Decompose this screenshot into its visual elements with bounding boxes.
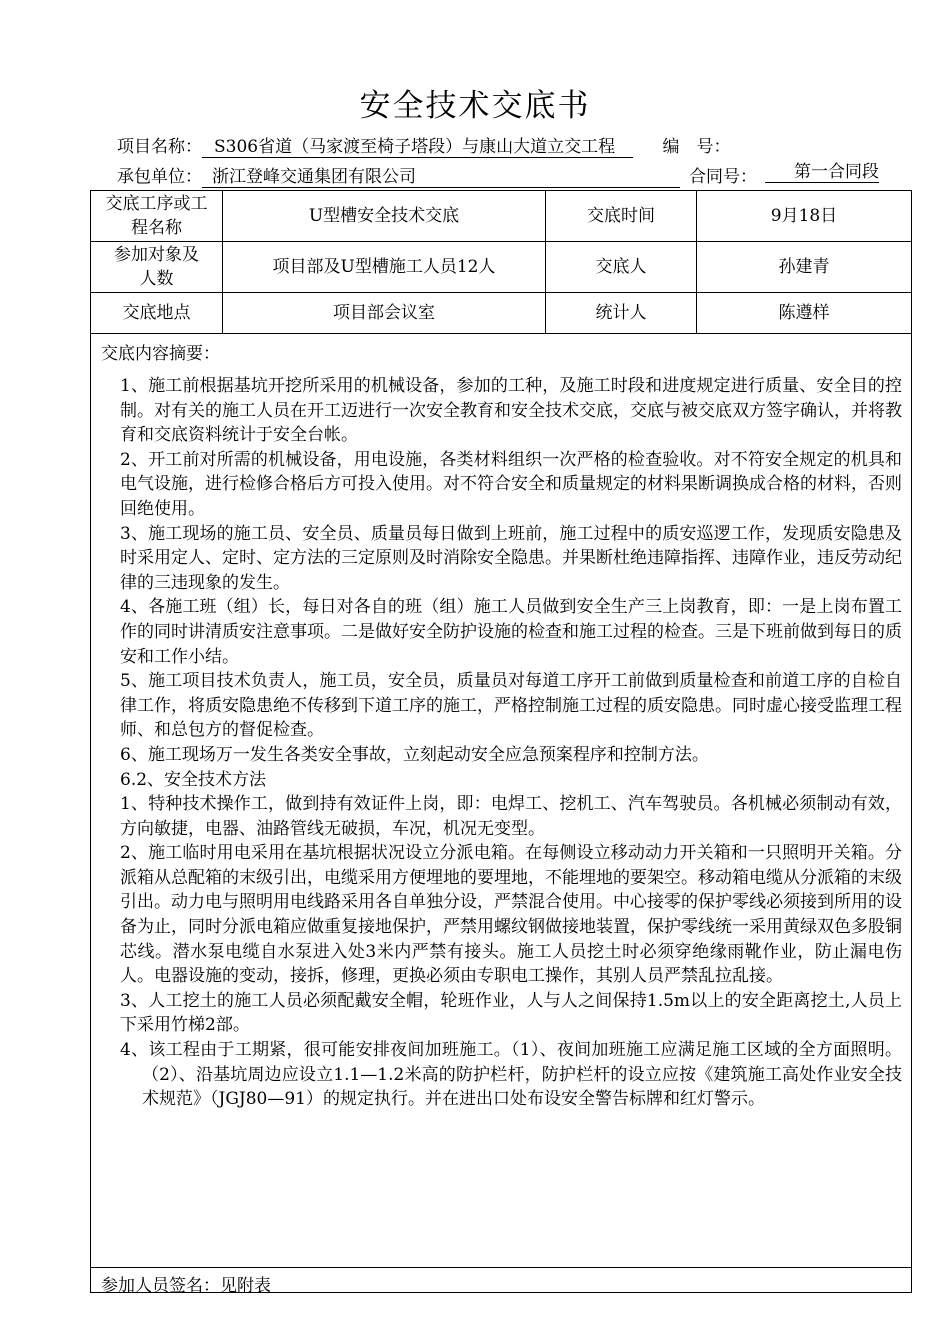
- document-title: 安全技术交底书: [359, 88, 591, 124]
- paragraph: 1、施工前根据基坑开挖所采用的机械设备，参加的工种，及施工时段和进度规定进行质量、安全目的控制。对有关的施工人员在开工迈进行一次安全教育和安全技术交底，交底与被交底双方签字确认，并将教育和交底资料统计于安全台帐。: [120, 376, 902, 446]
- paragraph: 1、特种技术操作工，做到持有效证件上岗，即：电焊工、挖机工、汽车驾驶员。各机械必须制动有效，方向敏捷，电器、油路管线无破损，车况，机况无变型。: [120, 794, 902, 839]
- contract-value: 第一合同段: [765, 162, 879, 183]
- row-label-2: 交底时间: [546, 191, 697, 241]
- contractor-label: 承包单位：: [117, 167, 202, 187]
- paragraph: 4、各施工班（组）长，每日对各自的班（组）施工人员做到安全生产三上岗教育，即：一是上岗布置工作的同时讲清质安注意事项。二是做好安全防护设施的检查和施工过程的检查。三是下班前做到每日的质安和工作小结。: [120, 597, 902, 667]
- row-label: 交底地点: [91, 293, 223, 333]
- contractor-name: 浙江登峰交通集团有限公司: [202, 167, 680, 188]
- project-name: S306省道（马家渡至椅子塔段）与康山大道立交工程: [202, 137, 633, 158]
- paragraph: 3、施工现场的施工员、安全员、质量员每日做到上班前，施工过程中的质安巡逻工作，发现质安隐患及时采用定人、定时、定方法的三定原则及时消除安全隐患。并果断杜绝违障指挥、违障作业，违反劳动纪律的三违现象的发生。: [120, 523, 902, 593]
- row-value-2: 9月18日: [770, 206, 838, 226]
- row-value-2: 陈遵样: [778, 303, 830, 323]
- paragraph: 4、该工程由于工期紧，很可能安排夜间加班施工。（1）、夜间加班施工应满足施工区域的全方面照明。（2）、沿基坑周边应设立1.1—1.2米高的防护栏杆，防护栏杆的设立应按《建筑施工高处作业安全技术规范》（JGJ80—91）的规定执行。并在进出口处布设安全警告标牌和红灯警示。: [120, 1040, 902, 1110]
- paragraph: 2、施工临时用电采用在基坑根据状况设立分派电箱。在每侧设立移动动力开关箱和一只照明开关箱。分派箱从总配箱的末级引出，电缆采用方便埋地的要埋地，不能埋地的要架空。移动箱电缆从分派箱的末级引出。动力电与照明用电线路采用各自单独分设，严禁混合使用。中心接零的保护零线必须接到所用的设备为止，同时分派电箱应做重复接地保护，严禁用螺纹钢做接地装置，保护零线统一采用黄绿双色多股铜芯线。潜水泵电缆自水泵进入处3米内严禁有接头。施工人员挖土时必须穿绝缘雨靴作业，防止漏电伤人。电器设施的变动，接拆，修理，更换必须由专职电工操作，其别人员严禁乱拉乱接。: [120, 843, 902, 987]
- contract-label: 合同号：: [689, 167, 757, 187]
- paragraph: 6.2、安全技术方法: [120, 769, 267, 790]
- row-label: 参加对象及人数: [91, 242, 223, 292]
- divider: [91, 1267, 911, 1268]
- project-label: 项目名称：: [117, 137, 202, 157]
- paragraph: 5、施工项目技术负责人，施工员，安全员，质量员对每道工序开工前做到质量检查和前道工序的自检自律工作，将质安隐患绝不传移到下道工序的施工，严格控制施工过程的质安隐患。同时虚心接受监理工程师、和总包方的督促检查。: [120, 671, 902, 741]
- summary-content: [120, 374, 902, 1112]
- number-label: 编 号：: [662, 137, 731, 157]
- signature-label: 参加人员签名：见附表: [101, 1276, 271, 1296]
- paragraph: 3、人工挖土的施工人员必须配戴安全帽，轮班作业，人与人之间保持1.5m以上的安全距离挖土,人员上下采用竹梯2部。: [120, 990, 902, 1036]
- row-value: U型槽安全技术交底: [223, 191, 546, 241]
- paragraph: 6、施工现场万一发生各类安全事故，立刻起动安全应急预案程序和控制方法。: [120, 744, 709, 765]
- contractor-line: [117, 162, 879, 188]
- row-value: 项目部会议室: [223, 293, 546, 333]
- row-label: 交底工序或工程名称: [91, 191, 223, 241]
- table-row: [91, 191, 911, 242]
- row-value: 项目部及U型槽施工人员12人: [223, 242, 546, 292]
- table-row: [91, 242, 911, 293]
- row-label-2: 统计人: [546, 293, 697, 333]
- paragraph: 2、开工前对所需的机械设备，用电设施，各类材料组织一次严格的检查验收。对不符安全规定的机具和电气设施，进行检修合格后方可投入使用。对不符合安全和质量规定的材料果断调换成合格的材料，否则回绝使用。: [120, 449, 902, 519]
- row-label-2: 交底人: [546, 242, 697, 292]
- summary-label: 交底内容摘要：: [101, 344, 220, 364]
- project-line: [117, 132, 731, 158]
- row-value-2: 孙建青: [778, 257, 830, 277]
- table-row: [91, 293, 911, 334]
